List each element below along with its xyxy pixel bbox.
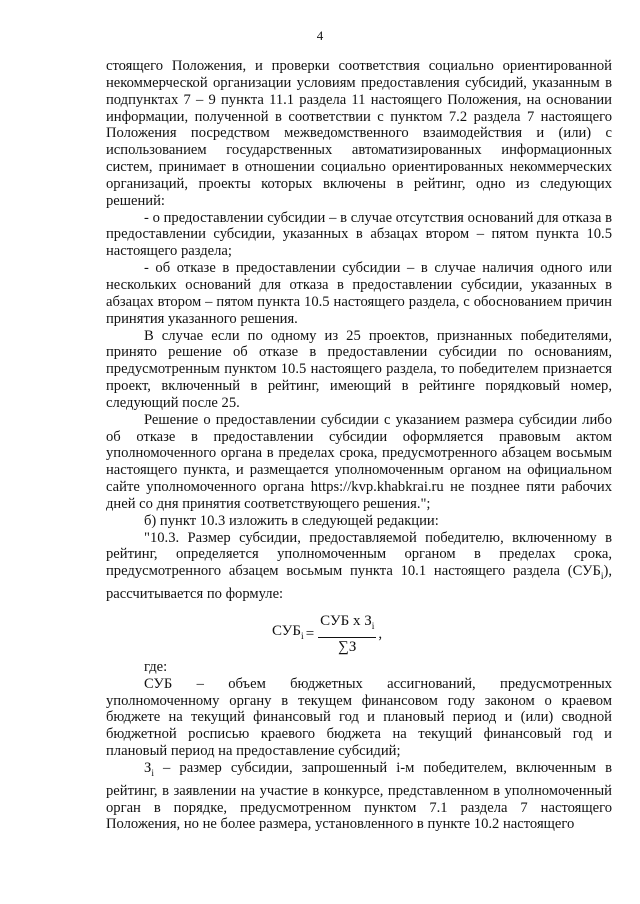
formula-equals: =: [305, 625, 315, 642]
item-10-3-text-end: ), рассчитывается по формуле:: [106, 563, 612, 603]
definition-z: [106, 760, 612, 833]
paragraph-refusal-case: В случае если по одному из 25 проектов, признанных победителями, принято решение об отказе в предоставлении субсидии по основаниям, предусмотренным пунктом 10.5 настоящего раздела, то победителем признается проект, включенный в рейтинг, имеющий в рейтинге порядковый номер, следующий после 25.: [106, 327, 612, 411]
page-number: 4: [316, 28, 324, 43]
formula-comma: ,: [378, 625, 383, 642]
paragraph-decision-refuse: - об отказе в предоставлении субсидии – в случае наличия одного или нескольких оснований для отказа в предоставлении субсидии, указанных в абзацах втором – пятом пункта 10.5 настоящего раздела, с обоснованием причин принятия указанного решения.: [106, 260, 612, 327]
definition-text: – объем бюджетных ассигнований, предусмотренных уполномоченному органу в текущем финансовом году законом о краевом бюджете на текущий финансовый год и плановый период и (или) сводной бюджетной росписью краевого бюджета на текущий финансовый год и плановый период на предоставление субсидий;: [106, 675, 612, 760]
formula-numerator: СУБ х $З_i$: [318, 613, 376, 638]
subsidy-formula: [106, 603, 612, 659]
formula-lhs: $СУБ_i$: [272, 622, 304, 642]
formula-fraction: [318, 613, 376, 656]
item-10-3-text: "10.3. Размер субсидии, предоставляемой победителю, включенному в рейтинг, определяется уполномоченным органом в пределах срока, предусмотренного абзацем восьмым пункта 10.1 настоящего раздела (СУБ: [106, 529, 612, 580]
paragraph-amendment-b: б) пункт 10.3 изложить в следующей редакции:: [144, 512, 439, 529]
document-body: [106, 58, 612, 833]
definition-text: – размер субсидии, запрошенный i-м победителем, включенным в рейтинг, в заявлении на участие в конкурсе, представленном в уполномоченный орган в порядке, предусмотренном пунктом 7.1 раздела 7 настоящего Положения, но не более размера, установленного в пункте 10.2 настоящего: [106, 759, 612, 833]
definition-sub: [106, 676, 612, 760]
where-label: где:: [144, 658, 168, 675]
definition-symbol: З: [144, 759, 152, 776]
paragraph-decision-publication: Решение о предоставлении субсидии с указанием размера субсидии либо об отказе в предоставлении субсидии оформляется правовым актом уполномоченного органа в пределах срока, предусмотренного абзацем восьмым настоящего пункта, и размещается уполномоченным органом на официальном сайте уполномоченного органа https://kvp.khabkrai.ru не позднее пяти рабочих дней со дня принятия соответствующего решения.";: [106, 411, 612, 512]
paragraph-continuation: стоящего Положения, и проверки соответствия социально ориентированной некоммерческой организации условиям предоставления субсидий, указанным в подпунктах 7 – 9 пункта 11.1 раздела 11 настоящего Положения, на основании информации, полученной в соответствии с пунктом 7.2 раздела 7 настоящего Положения посредством межведомственного взаимодействия и (или) с использованием государственных автоматизированных информационных систем, принимает в отношении социально ориентированных некоммерческих организаций, проекты которых включены в рейтинг, одно из следующих решений:: [106, 58, 612, 209]
formula-denominator: ∑З: [338, 638, 357, 655]
item-10-3-subscript: i: [600, 572, 604, 583]
paragraph-item-10-3: [106, 530, 612, 603]
paragraph-decision-grant: - о предоставлении субсидии – в случае отсутствия оснований для отказа в предоставлении субсидии, указанных в абзацах втором – пятом пункта 10.5 настоящего раздела;: [106, 209, 612, 260]
definition-symbol-subscript: i: [151, 768, 154, 779]
definition-symbol: СУБ: [144, 675, 173, 692]
